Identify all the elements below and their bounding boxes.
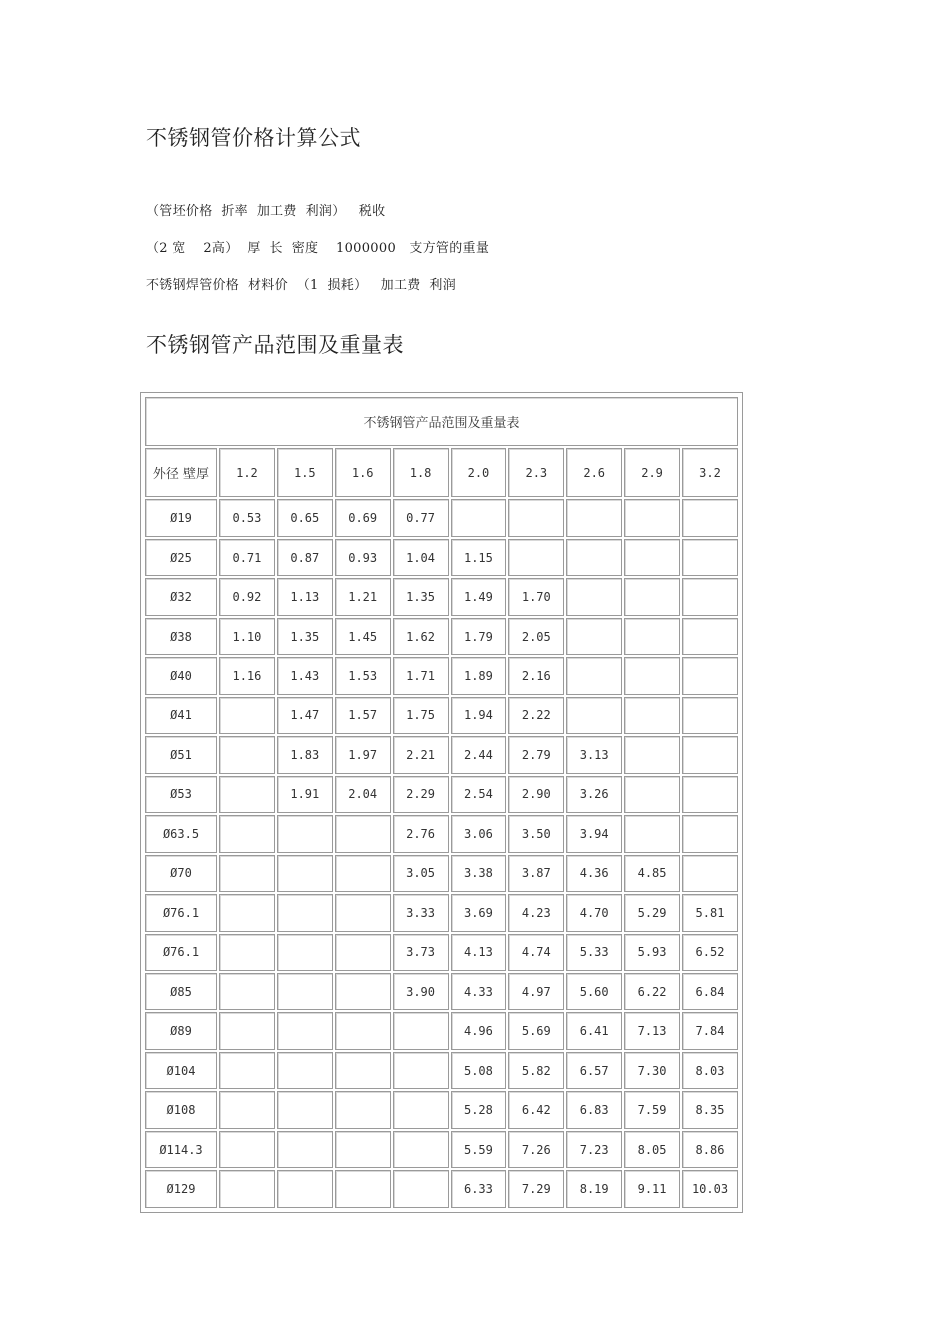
weight-cell: 5.29 [624,894,680,931]
table-caption-row [145,397,738,446]
weight-cell [219,855,275,892]
table-row [145,499,738,536]
weight-cell: 0.92 [219,578,275,615]
weight-cell: 7.84 [682,1012,738,1049]
weight-cell: 1.35 [393,578,449,615]
weight-cell: 4.33 [451,973,507,1010]
weight-cell: 2.90 [508,776,564,813]
outer-diameter-cell: Ø129 [145,1170,217,1208]
weight-cell: 6.84 [682,973,738,1010]
formula-price: （管坯价格 折率 加工费 利润） 税收 [146,204,386,219]
weight-cell: 1.45 [335,618,391,655]
weight-cell: 4.13 [451,934,507,971]
weight-cell: 8.19 [566,1170,622,1208]
weight-cell [508,499,564,536]
weight-cell: 8.35 [682,1091,738,1128]
weight-cell [219,736,275,773]
weight-cell [624,539,680,576]
weight-cell [335,1131,391,1168]
weight-cell [335,1091,391,1128]
weight-cell: 4.70 [566,894,622,931]
weight-cell: 0.87 [277,539,333,576]
weight-cell: 7.26 [508,1131,564,1168]
weight-cell: 2.79 [508,736,564,773]
weight-cell: 1.83 [277,736,333,773]
table-row [145,1131,738,1168]
table-row [145,1091,738,1128]
weight-table-container [140,392,743,1213]
weight-cell: 2.44 [451,736,507,773]
table-row [145,815,738,852]
page-title: 不锈钢管价格计算公式 [146,126,361,150]
table-row [145,894,738,931]
weight-cell: 1.15 [451,539,507,576]
weight-cell: 3.33 [393,894,449,931]
weight-cell [566,657,622,694]
weight-cell: 1.71 [393,657,449,694]
weight-cell: 5.28 [451,1091,507,1128]
weight-cell [566,499,622,536]
outer-diameter-cell: Ø70 [145,855,217,892]
weight-cell [682,697,738,734]
outer-diameter-cell: Ø40 [145,657,217,694]
weight-cell: 8.05 [624,1131,680,1168]
table-row [145,657,738,694]
table-header-row [145,448,738,497]
weight-cell: 4.23 [508,894,564,931]
weight-cell [682,657,738,694]
table-row [145,1012,738,1049]
outer-diameter-cell: Ø25 [145,539,217,576]
weight-cell: 1.70 [508,578,564,615]
weight-cell: 3.94 [566,815,622,852]
weight-cell: 4.97 [508,973,564,1010]
weight-cell [566,578,622,615]
weight-cell [219,776,275,813]
weight-cell: 1.91 [277,776,333,813]
weight-cell: 7.13 [624,1012,680,1049]
weight-cell: 10.03 [682,1170,738,1208]
weight-cell: 9.11 [624,1170,680,1208]
weight-cell [277,973,333,1010]
table-row [145,618,738,655]
outer-diameter-cell: Ø114.3 [145,1131,217,1168]
weight-cell: 3.90 [393,973,449,1010]
weight-cell: 2.21 [393,736,449,773]
weight-cell [393,1012,449,1049]
weight-cell: 0.69 [335,499,391,536]
weight-cell: 6.22 [624,973,680,1010]
weight-cell [335,973,391,1010]
weight-cell [624,776,680,813]
weight-cell [277,1091,333,1128]
outer-diameter-cell: Ø76.1 [145,934,217,971]
weight-cell [682,578,738,615]
weight-cell [393,1131,449,1168]
weight-cell: 4.36 [566,855,622,892]
table-row [145,1052,738,1089]
weight-cell [393,1052,449,1089]
weight-cell [624,657,680,694]
weight-cell [219,894,275,931]
header-thickness-cell: 2.3 [508,448,564,497]
outer-diameter-cell: Ø76.1 [145,894,217,931]
weight-cell [682,776,738,813]
weight-cell [624,697,680,734]
weight-cell [219,1131,275,1168]
weight-cell [566,697,622,734]
weight-cell: 0.65 [277,499,333,536]
weight-cell [219,973,275,1010]
weight-cell: 3.05 [393,855,449,892]
weight-cell: 7.30 [624,1052,680,1089]
section-title: 不锈钢管产品范围及重量表 [146,333,404,357]
header-thickness-cell: 1.5 [277,448,333,497]
header-thickness-cell: 1.6 [335,448,391,497]
weight-cell: 3.69 [451,894,507,931]
weight-cell: 1.43 [277,657,333,694]
weight-cell: 2.76 [393,815,449,852]
weight-cell: 1.57 [335,697,391,734]
weight-cell [277,894,333,931]
weight-cell: 4.85 [624,855,680,892]
weight-cell: 5.33 [566,934,622,971]
weight-cell: 5.82 [508,1052,564,1089]
outer-diameter-cell: Ø63.5 [145,815,217,852]
weight-cell [219,1091,275,1128]
weight-cell: 2.04 [335,776,391,813]
table-row [145,855,738,892]
weight-cell: 5.69 [508,1012,564,1049]
weight-cell: 8.03 [682,1052,738,1089]
weight-cell: 7.59 [624,1091,680,1128]
header-corner-cell: 外径 壁厚 [145,448,217,497]
weight-cell: 3.50 [508,815,564,852]
weight-cell [682,499,738,536]
weight-cell [682,815,738,852]
weight-cell [335,894,391,931]
weight-cell [624,815,680,852]
weight-cell: 5.08 [451,1052,507,1089]
weight-cell: 1.62 [393,618,449,655]
weight-cell: 5.93 [624,934,680,971]
weight-cell: 1.21 [335,578,391,615]
weight-cell: 1.53 [335,657,391,694]
weight-cell [335,855,391,892]
weight-cell: 1.79 [451,618,507,655]
weight-cell [393,1170,449,1208]
weight-cell [335,1012,391,1049]
weight-cell: 3.73 [393,934,449,971]
formula-welded-tube-price: 不锈钢焊管价格 材料价 （1 损耗） 加工费 利润 [146,278,457,293]
weight-cell: 1.10 [219,618,275,655]
table-row [145,934,738,971]
weight-cell [393,1091,449,1128]
weight-cell: 0.93 [335,539,391,576]
weight-cell [277,855,333,892]
header-thickness-cell: 1.8 [393,448,449,497]
weight-cell: 6.33 [451,1170,507,1208]
outer-diameter-cell: Ø51 [145,736,217,773]
weight-cell: 3.13 [566,736,622,773]
table-row [145,776,738,813]
weight-table [143,395,740,1210]
outer-diameter-cell: Ø85 [145,973,217,1010]
weight-cell [277,1012,333,1049]
weight-cell: 6.57 [566,1052,622,1089]
table-row [145,1170,738,1208]
weight-cell [335,815,391,852]
weight-cell [682,736,738,773]
weight-cell: 0.77 [393,499,449,536]
weight-cell [624,736,680,773]
weight-cell [219,1170,275,1208]
weight-cell [624,499,680,536]
table-row [145,736,738,773]
weight-cell [277,934,333,971]
outer-diameter-cell: Ø53 [145,776,217,813]
weight-cell [277,1170,333,1208]
weight-cell: 1.16 [219,657,275,694]
table-row [145,578,738,615]
header-thickness-cell: 2.0 [451,448,507,497]
weight-cell [219,1052,275,1089]
weight-cell: 4.74 [508,934,564,971]
weight-cell: 6.41 [566,1012,622,1049]
weight-cell: 5.81 [682,894,738,931]
weight-cell [219,697,275,734]
weight-cell: 1.49 [451,578,507,615]
weight-cell [508,539,564,576]
weight-cell: 2.54 [451,776,507,813]
weight-cell [277,815,333,852]
weight-cell: 1.13 [277,578,333,615]
formula-square-tube-weight: （2 宽 2高） 厚 长 密度 1000000 支方管的重量 [146,241,490,256]
weight-cell: 1.04 [393,539,449,576]
weight-cell [682,539,738,576]
weight-cell: 1.94 [451,697,507,734]
header-thickness-cell: 3.2 [682,448,738,497]
weight-cell: 6.52 [682,934,738,971]
weight-cell: 0.53 [219,499,275,536]
weight-cell: 8.86 [682,1131,738,1168]
weight-cell: 3.38 [451,855,507,892]
weight-cell [335,1052,391,1089]
table-caption: 不锈钢管产品范围及重量表 [145,397,738,446]
weight-cell [335,934,391,971]
weight-cell: 2.16 [508,657,564,694]
weight-cell [682,855,738,892]
weight-cell [451,499,507,536]
weight-cell: 7.23 [566,1131,622,1168]
header-thickness-cell: 2.6 [566,448,622,497]
weight-cell [277,1131,333,1168]
weight-cell: 5.59 [451,1131,507,1168]
weight-cell: 2.22 [508,697,564,734]
weight-cell: 3.26 [566,776,622,813]
weight-cell: 6.42 [508,1091,564,1128]
weight-cell [219,934,275,971]
weight-cell: 6.83 [566,1091,622,1128]
weight-cell: 1.75 [393,697,449,734]
weight-cell: 0.71 [219,539,275,576]
weight-cell: 1.35 [277,618,333,655]
table-row [145,539,738,576]
weight-cell [682,618,738,655]
header-thickness-cell: 2.9 [624,448,680,497]
weight-cell: 4.96 [451,1012,507,1049]
weight-cell: 1.47 [277,697,333,734]
weight-cell [566,539,622,576]
outer-diameter-cell: Ø19 [145,499,217,536]
header-thickness-cell: 1.2 [219,448,275,497]
outer-diameter-cell: Ø108 [145,1091,217,1128]
weight-cell: 2.29 [393,776,449,813]
outer-diameter-cell: Ø38 [145,618,217,655]
weight-cell: 1.97 [335,736,391,773]
weight-cell: 3.06 [451,815,507,852]
weight-cell [219,1012,275,1049]
weight-cell [335,1170,391,1208]
table-row [145,697,738,734]
table-row [145,973,738,1010]
weight-cell: 5.60 [566,973,622,1010]
weight-cell [624,618,680,655]
outer-diameter-cell: Ø41 [145,697,217,734]
weight-cell [624,578,680,615]
outer-diameter-cell: Ø89 [145,1012,217,1049]
weight-cell [219,815,275,852]
outer-diameter-cell: Ø104 [145,1052,217,1089]
outer-diameter-cell: Ø32 [145,578,217,615]
weight-cell: 2.05 [508,618,564,655]
weight-cell [566,618,622,655]
weight-cell: 3.87 [508,855,564,892]
weight-cell: 7.29 [508,1170,564,1208]
weight-cell: 1.89 [451,657,507,694]
weight-cell [277,1052,333,1089]
